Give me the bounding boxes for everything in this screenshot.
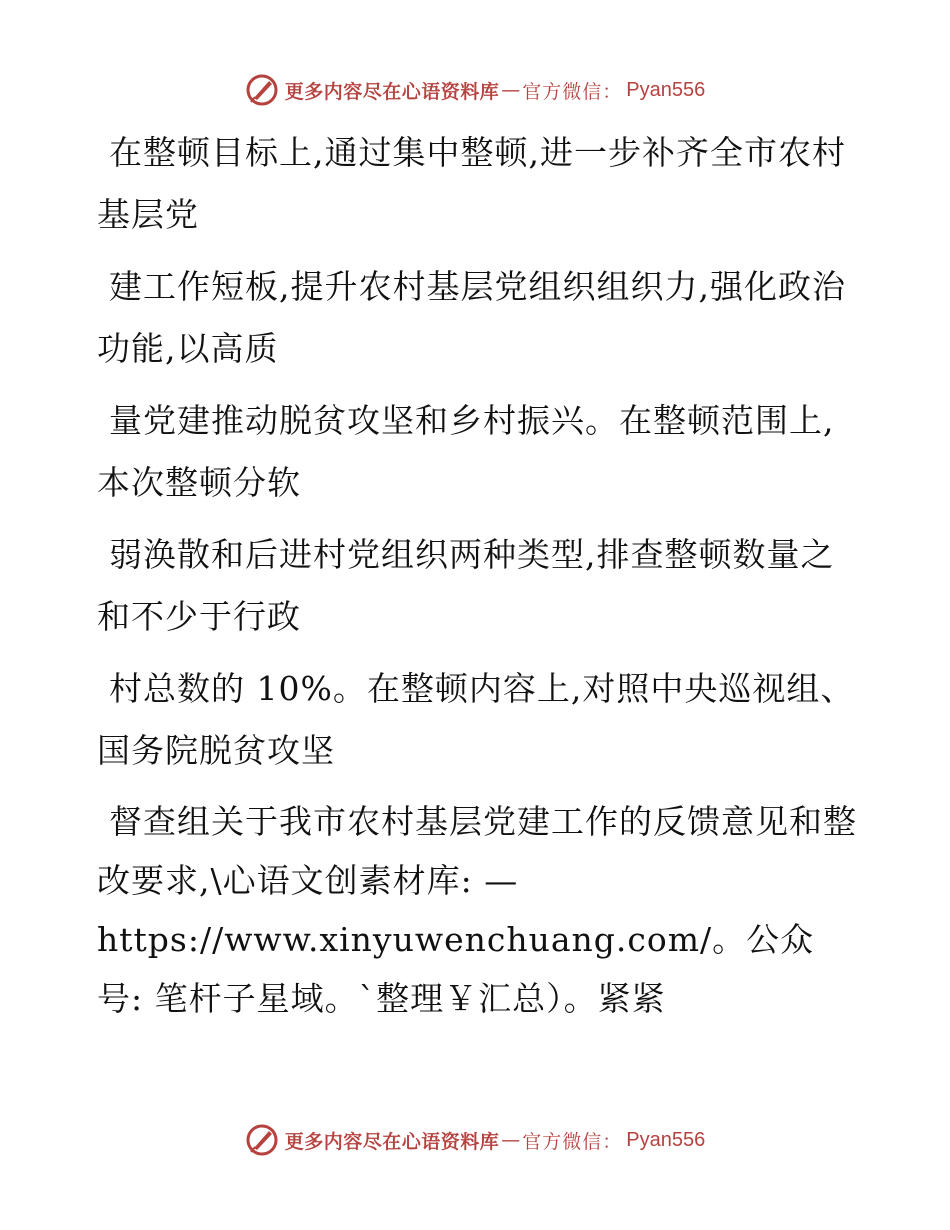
footer-banner-wechat-id: Pyan556 bbox=[626, 1128, 706, 1151]
quill-pen-icon bbox=[245, 73, 279, 107]
banner-official-label: 官方微信： bbox=[522, 80, 623, 103]
paragraph-2 bbox=[97, 256, 857, 380]
paragraph-4 bbox=[97, 524, 857, 648]
paragraph-3 bbox=[97, 390, 857, 514]
banner-wechat-id: Pyan556 bbox=[626, 78, 706, 101]
paragraph-6-text: 督查组关于我市农村基层党建工作的反馈意见和整改要求,\心语文创素材库: —https://www.xinyuwenchuang.com/。公众号: 笔杆子星域。`整理￥汇总）。紧紧 bbox=[97, 802, 857, 1018]
document-body bbox=[97, 122, 857, 1038]
paragraph-6 bbox=[97, 792, 857, 1028]
footer-banner-dash: — bbox=[501, 1129, 521, 1151]
paragraph-1 bbox=[97, 122, 857, 246]
footer-banner-official-label: 官方微信： bbox=[522, 1130, 623, 1153]
paragraph-3-text: 量党建推动脱贫攻坚和乡村振兴。在整顿范围上,本次整顿分软 bbox=[97, 401, 835, 502]
paragraph-5-text: 村总数的 10%。在整顿内容上,对照中央巡视组、国务院脱贫攻坚 bbox=[97, 669, 855, 770]
banner-text: 更多内容尽在心语资料库 bbox=[284, 80, 500, 103]
footer-banner bbox=[0, 1120, 950, 1160]
paragraph-1-text: 在整顿目标上,通过集中整顿,进一步补齐全市农村基层党 bbox=[97, 133, 846, 234]
footer-banner-text: 更多内容尽在心语资料库 bbox=[284, 1130, 500, 1153]
paragraph-4-text: 弱涣散和后进村党组织两种类型,排查整顿数量之和不少于行政 bbox=[97, 535, 835, 636]
header-banner bbox=[0, 70, 950, 110]
banner-dash: — bbox=[501, 79, 521, 101]
quill-pen-icon bbox=[245, 1123, 279, 1157]
paragraph-5 bbox=[97, 658, 857, 782]
paragraph-2-text: 建工作短板,提升农村基层党组织组织力,强化政治功能,以高质 bbox=[97, 267, 846, 368]
